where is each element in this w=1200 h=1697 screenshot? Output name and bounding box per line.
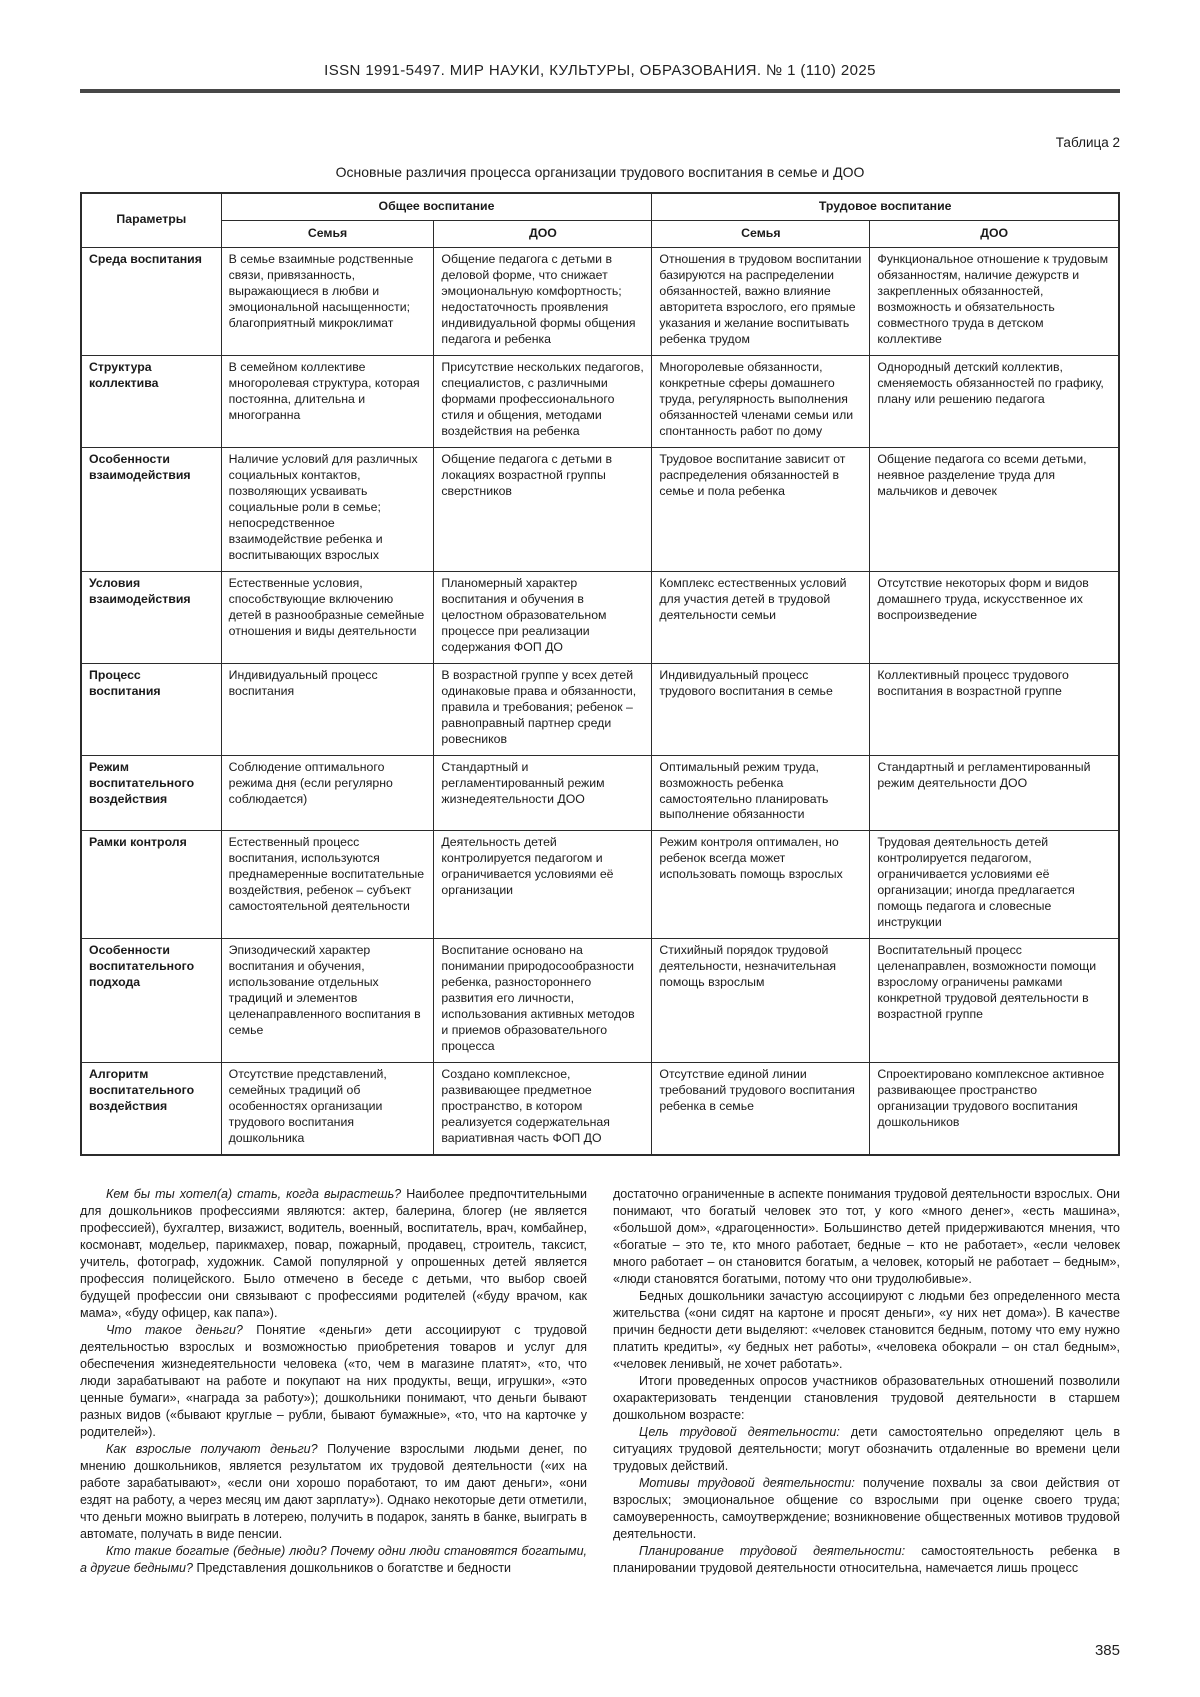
table-cell-labor-family: Многоролевые обязанности, конкретные сферы домашнего труда, регулярность выполнения обязанностей членами семьи или спонтанность работ по дому: [652, 355, 870, 447]
table-row: [81, 247, 1119, 355]
table-cell-labor-family: Комплекс естественных условий для участия детей в трудовой деятельности семьи: [652, 571, 870, 663]
paragraph-lead: Цель трудовой деятельности:: [639, 1425, 851, 1440]
table-row: [81, 831, 1119, 939]
table-cell-general-family: В семье взаимные родственные связи, привязанность, выражающиеся в любви и эмоциональной насыщенности; благоприятный микроклимат: [221, 247, 434, 355]
table-cell-labor-family: Отсутствие единой линии требований трудового воспитания ребенка в семье: [652, 1063, 870, 1155]
table-cell-general-doo: Присутствие нескольких педагогов, специалистов, с различными формами профессионального стиля и общения, методами воздействия на ребенка: [434, 355, 652, 447]
table-subheader-family-1: Семья: [221, 220, 434, 247]
table-cell-general-doo: Общение педагога с детьми в деловой форме, что снижает эмоциональную комфортность; недостаточность проявления индивидуальной формы общения педагога и ребенка: [434, 247, 652, 355]
table-row: [81, 939, 1119, 1063]
paragraph-lead: Кем бы ты хотел(а) стать, когда вырастешь?: [106, 1187, 407, 1202]
page-number: 385: [1094, 1642, 1120, 1659]
body-column-right: [613, 1186, 1120, 1577]
table-header-row-sub: [81, 220, 1119, 247]
body-paragraph: Планирование трудовой деятельности: самостоятельность ребенка в планировании трудовой деятельности относительна, намечается лишь процесс: [613, 1544, 1120, 1576]
table-cell-general-doo: Планомерный характер воспитания и обучения в целостном образовательном процессе при реализации содержания ФОП ДО: [434, 571, 652, 663]
table-subheader-doo-2: ДОО: [870, 220, 1119, 247]
table-cell-labor-family: Индивидуальный процесс трудового воспитания в семье: [652, 663, 870, 755]
table-header-labor-education: Трудовое воспитание: [652, 193, 1119, 220]
table-cell-general-doo: Общение педагога с детьми в локациях возрастной группы сверстников: [434, 447, 652, 571]
table-cell-labor-doo: Однородный детский коллектив, сменяемость обязанностей по графику, плану или решению педагога: [870, 355, 1119, 447]
paragraph-lead: Мотивы трудовой деятельности:: [639, 1476, 864, 1491]
body-paragraph: Как взрослые получают деньги? Получение взрослыми людьми денег, по мнению дошкольников, является результатом их трудовой деятельности («их на работе зарабатывают», «если они хорошо поработают, то им дают деньги», «они ездят на работу, а через месяц им дают зарплату»). Однако некоторые дети отметили, что деньги можно выиграть в лотерею, получить в подарок, занять в банке, выиграть в автомате, получать в виде пенсии.: [80, 1442, 587, 1542]
table-row: [81, 755, 1119, 831]
paragraph-lead: Планирование трудовой деятельности:: [639, 1544, 922, 1559]
table-cell-labor-doo: Трудовая деятельность детей контролируется педагогом, ограничивается условиями её организации; иногда предлагается помощь педагога и словесные инструкции: [870, 831, 1119, 939]
table-row: [81, 447, 1119, 571]
body-paragraph: Цель трудовой деятельности: дети самостоятельно определяют цель в ситуациях трудовой деятельности; могут обозначить отдаленные во времени цели трудовых действий.: [613, 1425, 1120, 1474]
body-paragraph: Итоги проведенных опросов участников образовательных отношений позволили охарактеризовать тенденции становления трудовой деятельности в старшем дошкольном возрасте:: [613, 1374, 1120, 1423]
parameter-cell: Рамки контроля: [81, 831, 221, 939]
table-cell-general-family: Соблюдение оптимального режима дня (если регулярно соблюдается): [221, 755, 434, 831]
table-subheader-doo-1: ДОО: [434, 220, 652, 247]
body-paragraph: Что такое деньги? Понятие «деньги» дети ассоциируют с трудовой деятельностью взрослых и возможностью приобретения товаров и услуг для обеспечения жизнедеятельности человека («то, чем в магазине платят», «то, что люди зарабатывают на работе и покупают на них продукты, вещи, игрушки», «это ценные бумаги», «награда за работу»); дошкольники понимают, что деньги бывают разных видов («бывают круглые – рубли, бывают бумажные», «то, что на карточке у родителей»).: [80, 1323, 587, 1440]
table-cell-general-doo: Создано комплексное, развивающее предметное пространство, в котором реализуется содержательная вариативная часть ФОП ДО: [434, 1063, 652, 1155]
table-cell-labor-family: Стихийный порядок трудовой деятельности, незначительная помощь взрослым: [652, 939, 870, 1063]
table-cell-labor-family: Отношения в трудовом воспитании базируются на распределении обязанностей, важно влияние авторитета взрослого, его прямые указания и желание воспитывать ребенка трудом: [652, 247, 870, 355]
table-title: Основные различия процесса организации трудового воспитания в семье и ДОО: [335, 164, 865, 180]
table-row: [81, 571, 1119, 663]
parameter-cell: Процесс воспитания: [81, 663, 221, 755]
article-body: [80, 1186, 1120, 1577]
table-row: [81, 355, 1119, 447]
table-cell-labor-doo: Общение педагога со всеми детьми, неявное разделение труда для мальчиков и девочек: [870, 447, 1119, 571]
table-subheader-family-2: Семья: [652, 220, 870, 247]
parameter-cell: Условия взаимодействия: [81, 571, 221, 663]
table-cell-labor-doo: Воспитательный процесс целенаправлен, возможности помощи взрослому ограничены рамками конкретной трудовой деятельности в возрастной группе: [870, 939, 1119, 1063]
table-cell-general-family: Индивидуальный процесс воспитания: [221, 663, 434, 755]
table-cell-general-doo: В возрастной группе у всех детей одинаковые права и обязанности, правила и требования; ребенок – равноправный партнер среди ровесников: [434, 663, 652, 755]
table-head: [81, 193, 1119, 247]
paragraph-lead: Что такое деньги?: [106, 1323, 257, 1338]
table-cell-labor-family: Трудовое воспитание зависит от распределения обязанностей в семье и пола ребенка: [652, 447, 870, 571]
table-cell-general-family: Эпизодический характер воспитания и обучения, использование отдельных традиций и элементов целенаправленного воспитания в семье: [221, 939, 434, 1063]
body-paragraph: достаточно ограниченные в аспекте понимания трудовой деятельности взрослых. Они понимают, что богатый человек это тот, у кого «много денег», «есть машина», «большой дом», «драгоценности». Большинство детей придерживаются мнения, что «богатые – это те, кто много работает, бедные – кто не работает», «если человек много работает – он становится богатым, а человек, который не работает – бедным», «люди становятся богатыми, потому что они трудолюбивые».: [613, 1187, 1120, 1287]
table-row: [81, 663, 1119, 755]
table-row: [81, 1063, 1119, 1155]
table-cell-general-doo: Стандартный и регламентированный режим жизнедеятельности ДОО: [434, 755, 652, 831]
parameter-cell: Режим воспитательного воздействия: [81, 755, 221, 831]
table-cell-general-doo: Деятельность детей контролируется педагогом и ограничивается условиями её организации: [434, 831, 652, 939]
comparison-table: [80, 192, 1120, 1156]
body-paragraph: Кто такие богатые (бедные) люди? Почему одни люди становятся богатыми, а другие бедными? Представления дошкольников о богатстве и бедности: [80, 1544, 587, 1576]
paragraph-lead: Кто такие богатые (бедные) люди? Почему одни люди становятся богатыми, а другие бедными?: [80, 1544, 587, 1576]
table-cell-labor-doo: Стандартный и регламентированный режим деятельности ДОО: [870, 755, 1119, 831]
table-cell-labor-family: Режим контроля оптимален, но ребенок всегда может использовать помощь взрослых: [652, 831, 870, 939]
parameter-cell: Особенности взаимодействия: [81, 447, 221, 571]
table-cell-general-family: Наличие условий для различных социальных контактов, позволяющих усваивать социальные роли в семье; непосредственное взаимодействие ребенка и воспитывающих взрослых: [221, 447, 434, 571]
table-cell-general-family: В семейном коллективе многоролевая структура, которая постоянна, длительна и многогранна: [221, 355, 434, 447]
table-label: Таблица 2: [1055, 135, 1120, 150]
body-column-left: [80, 1186, 587, 1577]
table-cell-labor-doo: Спроектировано комплексное активное развивающее пространство организации трудового воспитания дошкольников: [870, 1063, 1119, 1155]
table-cell-general-family: Естественные условия, способствующие включению детей в разнообразные семейные отношения и виды деятельности: [221, 571, 434, 663]
table-cell-labor-doo: Коллективный процесс трудового воспитания в возрастной группе: [870, 663, 1119, 755]
body-paragraph: Мотивы трудовой деятельности: получение похвалы за свои действия от взрослых; эмоциональное общение со взрослыми при оценке своего труда; самоуверенность, самоутверждение; возникновение общественных мотивов трудовой деятельности.: [613, 1476, 1120, 1542]
journal-header: ISSN 1991-5497. МИР НАУКИ, КУЛЬТУРЫ, ОБРАЗОВАНИЯ. № 1 (110) 2025: [324, 62, 876, 79]
table-cell-labor-doo: Отсутствие некоторых форм и видов домашнего труда, искусственное их воспроизведение: [870, 571, 1119, 663]
parameter-cell: Среда воспитания: [81, 247, 221, 355]
body-paragraph: Бедных дошкольники зачастую ассоциируют с людьми без определенного места жительства («они сидят на картоне и просят деньги», «у них нет дома»). В качестве причин бедности дети выделяют: «человек становится бедным, потому что ему нужно платить кредиты», «у бедных нет работы», «человека обокрали – он стал бедным», «человек ленивый, не хочет работать».: [613, 1289, 1120, 1372]
table-cell-general-family: Естественный процесс воспитания, используются преднамеренные воспитательные воздействия, ребенок – субъект самостоятельной деятельности: [221, 831, 434, 939]
table-header-parameters: Параметры: [81, 193, 221, 247]
parameter-cell: Алгоритм воспитательного воздействия: [81, 1063, 221, 1155]
comparison-table-body: [81, 247, 1119, 1155]
table-header-row-groups: [81, 193, 1119, 220]
table-cell-general-doo: Воспитание основано на понимании природосообразности ребенка, разностороннего развития его личности, использования активных методов и приемов образовательного процесса: [434, 939, 652, 1063]
paragraph-lead: Как взрослые получают деньги?: [106, 1442, 328, 1457]
parameter-cell: Особенности воспитательного подхода: [81, 939, 221, 1063]
table-header-general-education: Общее воспитание: [221, 193, 652, 220]
body-paragraph: Кем бы ты хотел(а) стать, когда вырастешь? Наиболее предпочтительными для дошкольников профессиями являются: актер, балерина, блогер (не является профессией), бухгалтер, визажист, водитель, военный, воспитатель, врач, комбайнер, космонавт, модельер, парикмахер, повар, пожарный, продавец, строитель, таксист, учитель, фотограф, художник. Самой популярной у опрошенных детей является профессия полицейского. Было отмечено в беседе с детьми, что выбор своей будущей профессии они связывают с профессиями родителей («буду врачом, как мама», «буду офицер, как папа»).: [80, 1187, 587, 1321]
parameter-cell: Структура коллектива: [81, 355, 221, 447]
table-cell-general-family: Отсутствие представлений, семейных традиций об особенностях организации трудового воспитания дошкольника: [221, 1063, 434, 1155]
header-rule: [80, 89, 1120, 93]
table-cell-labor-family: Оптимальный режим труда, возможность ребенка самостоятельно планировать выполнение обязанности: [652, 755, 870, 831]
table-cell-labor-doo: Функциональное отношение к трудовым обязанностям, наличие дежурств и закрепленных обязанностей, возможность и обязательность совместного труда в детском коллективе: [870, 247, 1119, 355]
